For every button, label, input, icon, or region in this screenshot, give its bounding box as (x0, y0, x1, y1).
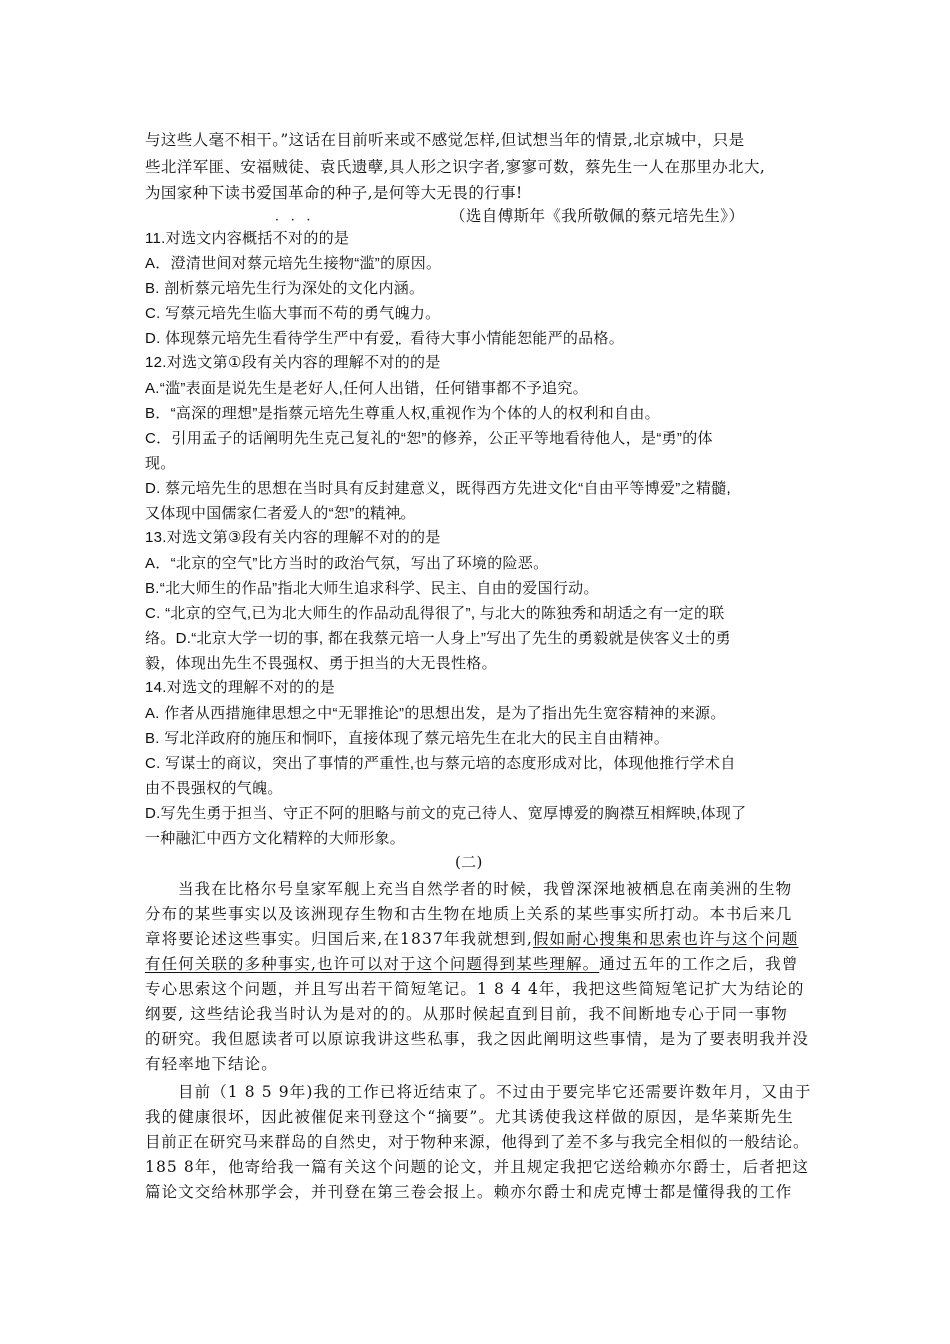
question-14-option-c: C. 写谋士的商议，突出了事情的严重性,也与蔡元培的态度形成对比，体现他推行学术自 (145, 755, 736, 772)
paragraph-line: 185 8年，他寄给我一篇有关这个问题的论文，并且规定我把它送给赖亦尔爵士，后者把这 (145, 1158, 810, 1176)
paragraph-line: 目前（1 8 5 9年)我的工作已将近结束了。不过由于要完毕它还需要许数年月，又由于 (178, 1083, 812, 1101)
paragraph-line: 当我在比格尔号皇家军舰上充当自然学者的时候，我曾深深地被栖息在南美洲的生物 (178, 880, 793, 898)
question-11-option-b: B. 剖析蔡元培先生行为深处的文化内涵。 (145, 280, 425, 297)
question-12-option-a: A.“滥”表面是说先生是老好人,任何人出错，任何错事都不予追究。 (145, 380, 588, 397)
emphasis-mark: 不对的 • • • (259, 676, 305, 697)
excerpt-line: 为国家种下读书爱国革命的种子,是何等大无畏的行事! (145, 184, 523, 202)
paragraph-line: 目前正在研究马来群岛的自然史，对于物种来源，他得到了差不多与我完全相似的一般结论。 (145, 1133, 810, 1151)
paragraph-line: 篇论文交给林那学会，并刊登在第三卷会报上。赖亦尔爵士和虎克博士都是懂得我的工作 (145, 1183, 793, 1201)
paragraph-line: 纲要, 这些结论我当时认为是对的的。从那时候起直到目前，我不间断地专心于同一事物 (145, 1005, 788, 1023)
question-13-option-c-cont: 毅，体现出先生不畏强权、勇于担当的大无畏性格。 (145, 655, 497, 672)
paragraph-line: 分布的某些事实以及该洲现存生物和古生物在地质上关系的某些事实所打动。本书后来几 (145, 905, 793, 923)
question-12-option-d: D. 蔡元培先生的思想在当时具有反封建意义，既得西方先进文化“自由平等博爱”之精髓, (145, 480, 731, 497)
paragraph-line: 有轻率地下结论。 (145, 1055, 278, 1073)
question-11-option-a: A．澄清世间对蔡元培先生接物“滥”的原因。 (145, 255, 442, 272)
question-11-stem: 11.对选文内容概括不对的 • • •的是 (145, 227, 349, 248)
underlined-sentence: 假如耐心搜集和思索也许与这个问题 (532, 930, 799, 948)
question-12-stem: 12.对选文第①段有关内容的理解不对的 • • •的是 (145, 351, 441, 372)
paragraph-line: 章将要论述这些事实。归国后来,在1837年我就想到,假如耐心搜集和思索也许与这个问题 (145, 930, 799, 948)
question-14-option-a: A. 作者从西措施律思想之中“无罪推论”的思想出发，是为了指出先生宽容精神的来源。 (145, 705, 726, 722)
paragraph-line: 专心思索这个问题，并且写出若干简短笔记。1 8 4 4年，我把这些简短笔记扩大为结论的 (145, 980, 805, 998)
question-11-option-c: C. 写蔡元培先生临大事而不苟的勇气魄力。 (145, 305, 441, 322)
paragraph-line: 我的健康很坏，因此被催促来刊登这个“摘要”。尤其诱使我这样做的原因，是华莱斯先生 (145, 1108, 794, 1126)
underlined-sentence: 有任何关联的多种事实,也许可以对于这个问题得到某些理解。 (145, 955, 600, 973)
emphasis-mark: 不对的 • • • (273, 227, 319, 248)
question-13-option-a: A．“北京的空气”比方当时的政治气氛，写出了环境的险恶。 (145, 555, 549, 572)
paragraph-line: 有任何关联的多种事实,也许可以对于这个问题得到某些理解。通过五年的工作之后，我曾 (145, 955, 799, 973)
question-12-option-b: B．“高深的理想”是指蔡元培先生尊重人权,重视作为个体的人的权利和自由。 (145, 405, 660, 422)
emphasis-mark: 不对的 • • • (364, 526, 410, 547)
paragraph-line: 的研究。我但愿读者可以原谅我讲这些私事，我之因此阐明这些事情，是为了要表明我并没 (145, 1030, 810, 1048)
question-11-option-d: D. 体现蔡元培先生看待学生严中有爱，看待大事小情能恕能严的品格。 (145, 330, 625, 347)
question-14-option-b: B. 写北洋政府的施压和恫吓，直接体现了蔡元培先生在北大的民主自由精神。 (145, 730, 670, 747)
question-13-option-c-cont: 络。D.“北京大学一切的事, 都在我蔡元培一人身上”写出了先生的勇毅就是侠客义士的勇 (145, 630, 731, 647)
question-13-option-c: C. “北京的空气,已为北大师生的作品动乱得很了”, 与北大的陈独秀和胡适之有一定的联 (145, 605, 725, 622)
question-14-option-c-cont: 由不畏强权的气魄。 (145, 780, 283, 797)
question-13-option-b: B.“北大师生的作品”指北大师生追求科学、民主、自由的爱国行动。 (145, 580, 599, 597)
emphasis-mark: 不对的 • • • (364, 351, 410, 372)
question-14-option-d-cont: 一种融汇中西方文化精粹的大师形象。 (145, 830, 406, 847)
question-13-stem: 13.对选文第③段有关内容的理解不对的 • • •的是 (145, 526, 441, 547)
excerpt-line: 与这些人毫不相干。”这话在目前听来或不感觉怎样,但试想当年的情景,北京城中，只是 (145, 131, 745, 149)
excerpt-line: 些北洋军匪、安福贼徒、袁氏遗孽,具人形之识字者,寥寥可数，蔡先生一人在那里办北大, (145, 158, 766, 176)
question-12-option-c: C．引用孟子的话阐明先生克己复礼的“恕”的修养，公正平等地看待他人，是“勇”的体 (145, 430, 713, 447)
source-citation: （选自傅斯年《我所敬佩的蔡元培先生》） (450, 207, 745, 225)
question-14-option-d: D.写先生勇于担当、守正不阿的胆略与前文的克己待人、宽厚博爱的胸襟互相辉映,体现了 (145, 805, 747, 822)
question-14-stem: 14.对选文的理解不对的 • • •的是 (145, 676, 335, 697)
section-heading: (二) (455, 853, 483, 871)
question-12-option-c-cont: 现。 (145, 455, 176, 472)
question-12-option-d-cont: 又体现中国儒家仁者爱人的“恕”的精神。 (145, 505, 416, 522)
